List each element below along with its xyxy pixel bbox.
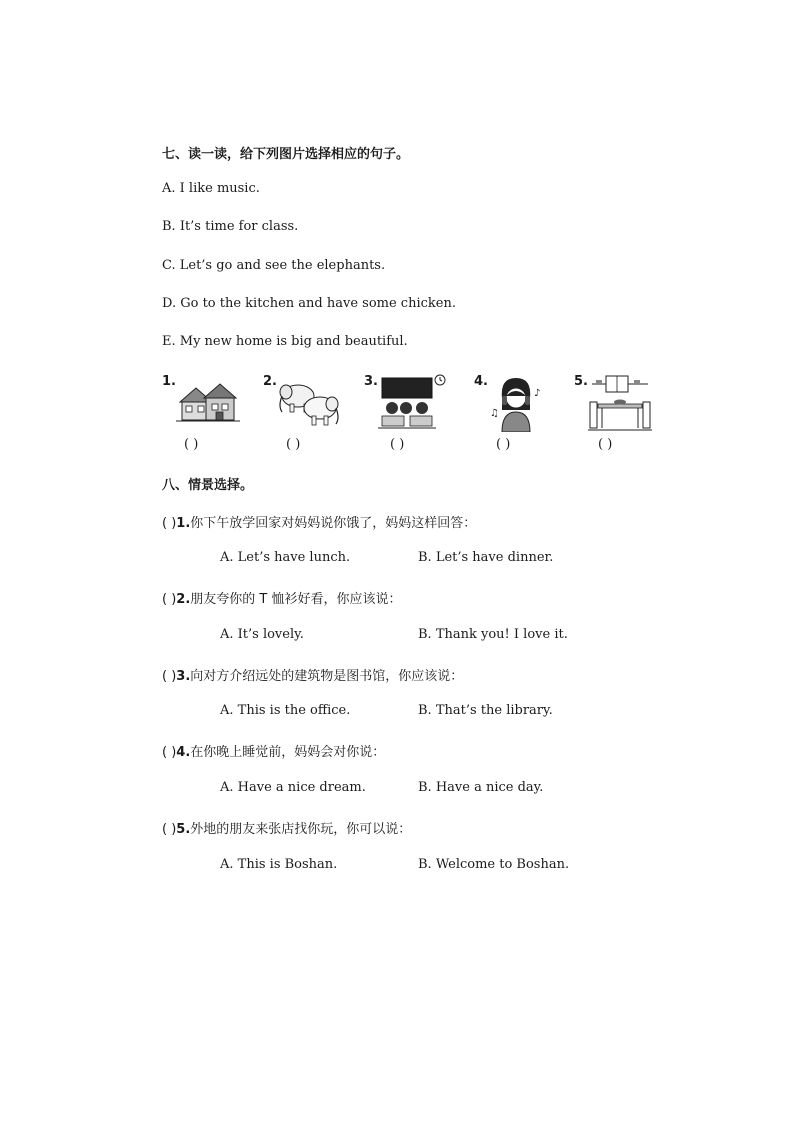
question-1-option-a: A. Let’s have lunch. bbox=[220, 550, 351, 565]
question-2-bracket[interactable]: ( ) bbox=[162, 592, 177, 607]
question-4-text: 在你晚上睡觉前，妈妈会对你说： bbox=[190, 745, 386, 760]
picture-2-blank[interactable]: ( ) bbox=[286, 437, 301, 452]
kitchen-icon bbox=[588, 374, 652, 434]
question-2 bbox=[162, 588, 401, 607]
question-4-number: 4. bbox=[176, 745, 191, 760]
picture-5-number: 5. bbox=[574, 374, 588, 389]
question-4-option-a: A. Have a nice dream. bbox=[220, 780, 366, 795]
question-5-text: 外地的朋友来张店找你玩，你可以说： bbox=[190, 822, 412, 837]
classroom-icon bbox=[378, 374, 448, 432]
option-c: C. Let’s go and see the elephants. bbox=[162, 258, 386, 273]
question-5 bbox=[162, 818, 411, 837]
svg-text:♫: ♫ bbox=[490, 408, 499, 419]
picture-1-number: 1. bbox=[162, 374, 176, 389]
question-3-text: 向对方介绍远处的建筑物是图书馆，你应该说： bbox=[190, 669, 464, 684]
question-2-number: 2. bbox=[176, 592, 191, 607]
svg-text:♪: ♪ bbox=[534, 388, 541, 399]
option-b: B. It’s time for class. bbox=[162, 219, 299, 234]
picture-1-blank[interactable]: ( ) bbox=[184, 437, 199, 452]
question-1 bbox=[162, 512, 476, 531]
question-3-option-b: B. That’s the library. bbox=[418, 703, 553, 718]
question-3-option-a: A. This is the office. bbox=[220, 703, 351, 718]
question-4-bracket[interactable]: ( ) bbox=[162, 745, 177, 760]
picture-3-blank[interactable]: ( ) bbox=[390, 437, 405, 452]
question-1-bracket[interactable]: ( ) bbox=[162, 516, 177, 531]
question-2-option-a: A. It’s lovely. bbox=[220, 627, 304, 642]
section-8-title: 八、情景选择。 bbox=[162, 478, 254, 493]
girl-with-headphones-icon bbox=[488, 374, 544, 432]
option-d: D. Go to the kitchen and have some chicken. bbox=[162, 296, 456, 311]
section-7-title: 七、读一读，给下列图片选择相应的句子。 bbox=[162, 147, 410, 162]
picture-4-number: 4. bbox=[474, 374, 488, 389]
question-3-bracket[interactable]: ( ) bbox=[162, 669, 177, 684]
question-1-text: 你下午放学回家对妈妈说你饿了，妈妈这样回答： bbox=[190, 516, 477, 531]
picture-2-number: 2. bbox=[263, 374, 277, 389]
question-5-option-a: A. This is Boshan. bbox=[220, 857, 338, 872]
question-3 bbox=[162, 665, 463, 684]
question-1-option-b: B. Let’s have dinner. bbox=[418, 550, 554, 565]
picture-5-blank[interactable]: ( ) bbox=[598, 437, 613, 452]
picture-3-number: 3. bbox=[364, 374, 378, 389]
question-5-number: 5. bbox=[176, 822, 191, 837]
question-5-option-b: B. Welcome to Boshan. bbox=[418, 857, 570, 872]
question-3-number: 3. bbox=[176, 669, 191, 684]
picture-4-blank[interactable]: ( ) bbox=[496, 437, 511, 452]
question-2-option-b: B. Thank you! I love it. bbox=[418, 627, 568, 642]
option-a: A. I like music. bbox=[162, 181, 260, 196]
elephants-icon bbox=[276, 378, 342, 428]
question-4-option-b: B. Have a nice day. bbox=[418, 780, 544, 795]
question-1-number: 1. bbox=[176, 516, 191, 531]
question-2-text: 朋友夸你的 T 恤衫好看，你应该说： bbox=[190, 592, 402, 607]
question-5-bracket[interactable]: ( ) bbox=[162, 822, 177, 837]
house-icon bbox=[176, 380, 240, 424]
question-4 bbox=[162, 741, 385, 760]
option-e: E. My new home is big and beautiful. bbox=[162, 334, 408, 349]
